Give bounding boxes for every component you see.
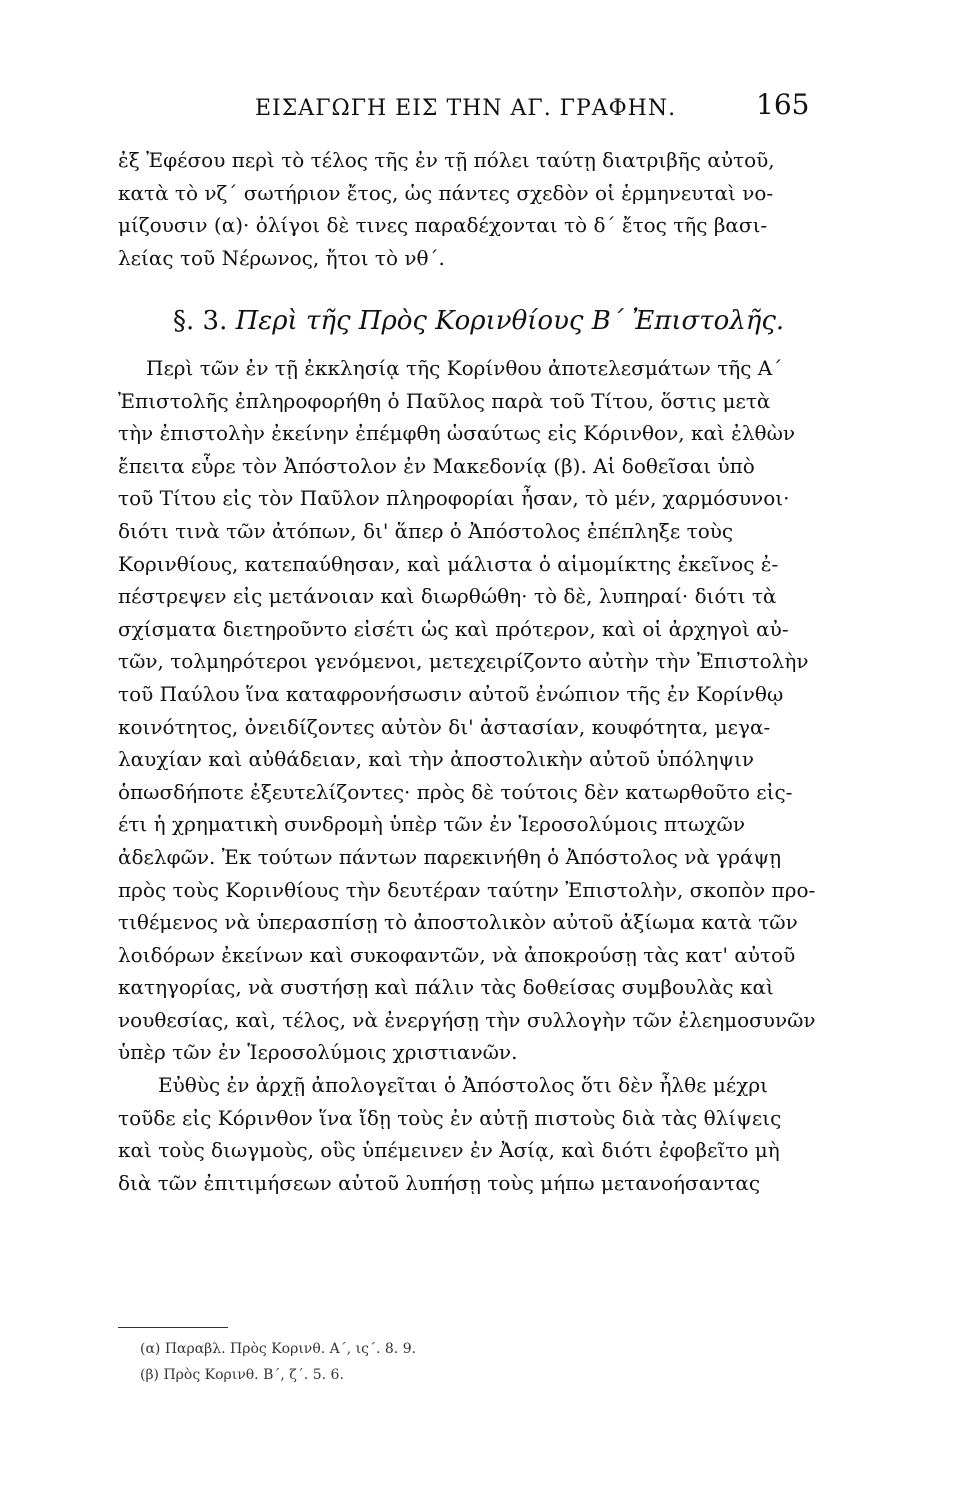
- text-line: τὴν ἐπιστολὴν ἐκείνην ἐπέμφθη ὡσαύτως εἰς Κόρινθον, καὶ ἐλθὼν: [118, 421, 796, 446]
- section-heading: [173, 306, 784, 336]
- text-line: τοῦδε εἰς Κόρινθον ἵνα ἴδῃ τοὺς ἐν αὐτῇ πιστοὺς διὰ τὰς θλίψεις: [118, 1105, 782, 1130]
- text-line: τοῦ Τίτου εἰς τὸν Παῦλον πληροφορίαι ἦσαν, τὸ μέν, χαρμόσυνοι·: [118, 486, 790, 511]
- intro-paragraph: [118, 144, 818, 274]
- text-line: πέστρεψεν εἰς μετάνοιαν καὶ διωρθώθη· τὸ δὲ, λυπηραί· διότι τὰ: [118, 584, 777, 609]
- text-line: μίζουσιν (α)· ὀλίγοι δὲ τινες παραδέχονται τὸ δ´ ἔτος τῆς βασι-: [118, 213, 768, 238]
- text-line: ἔπειτα εὗρε τὸν Ἀπόστολον ἐν Μακεδονίᾳ (β). Αἱ δοθεῖσαι ὑπὸ: [118, 453, 755, 478]
- text-line: νουθεσίας, καὶ, τέλος, νὰ ἐνεργήσῃ τὴν συλλογὴν τῶν ἐλεημοσυνῶν: [118, 1007, 816, 1032]
- text-line: ὁπωσδήποτε ἐξευτελίζοντες· πρὸς δὲ τούτοις δὲν κατωρθοῦτο εἰς-: [118, 779, 793, 804]
- text-line: πρὸς τοὺς Κορινθίους τὴν δευτέραν ταύτην Ἐπιστολὴν, σκοπὸν προ-: [118, 877, 816, 902]
- text-line: λείας τοῦ Νέρωνος, ἤτοι τὸ νθ´.: [118, 245, 445, 270]
- section-symbol: §. 3.: [173, 306, 228, 336]
- text-line: λαυχίαν καὶ αὐθάδειαν, καὶ τὴν ἀποστολικὴν αὐτοῦ ὑπόληψιν: [118, 747, 755, 772]
- text-line: τῶν, τολμηρότεροι γενόμενοι, μετεχειρίζοντο αὐτὴν τὴν Ἐπιστολὴν: [118, 649, 809, 674]
- text-line: τοῦ Παύλου ἵνα καταφρονήσωσιν αὐτοῦ ἐνώπιον τῆς ἐν Κορίνθῳ: [118, 681, 784, 706]
- text-line: Περὶ τῶν ἐν τῇ ἐκκλησίᾳ τῆς Κορίνθου ἀποτελεσμάτων τῆς Α´: [146, 356, 783, 380]
- text-line: έτι ἡ χρηματικὴ συνδρομὴ ὑπὲρ τῶν ἐν Ἱεροσολύμοις πτωχῶν: [118, 812, 745, 837]
- running-title: ΕΙΣΑΓΩΓΗ ΕΙΣ ΤΗΝ ΑΓ. ΓΡΑΦΗΝ.: [255, 96, 677, 121]
- section-title: Περὶ τῆς Πρὸς Κορινθίους Β´ Ἐπιστολῆς.: [235, 306, 785, 336]
- footnotes: [140, 1336, 416, 1388]
- text-line: τιθέμενος νὰ ὑπερασπίσῃ τὸ ἀποστολικὸν αὐτοῦ ἀξίωμα κατὰ τῶν: [118, 910, 798, 935]
- text-line: Ἐπιστολῆς ἐπληροφορήθη ὁ Παῦλος παρὰ τοῦ Τίτου, ὅστις μετὰ: [118, 388, 771, 413]
- text-line: Εὐθὺς ἐν ἀρχῇ ἀπολογεῖται ὁ Ἀπόστολος ὅτι δὲν ἦλθε μέχρι: [158, 1073, 768, 1098]
- text-line: λοιδόρων ἐκείνων καὶ συκοφαντῶν, νὰ ἀποκρούσῃ τὰς κατ' αὐτοῦ: [118, 942, 796, 967]
- text-line: ὑπὲρ τῶν ἐν Ἱεροσολύμοις χριστιανῶν.: [118, 1040, 518, 1065]
- text-line: κοινότητος, ὀνειδίζοντες αὐτὸν δι' ἀστασίαν, κουφότητα, μεγα-: [118, 714, 771, 739]
- page-number: 165: [756, 88, 810, 121]
- text-line: ἀδελφῶν. Ἐκ τούτων πάντων παρεκινήθη ὁ Ἀπόστολος νὰ γράψῃ: [118, 844, 782, 869]
- text-line: Κορινθίους, κατεπαύθησαν, καὶ μάλιστα ὁ αἱμομίκτης ἐκεῖνος ἐ-: [118, 551, 779, 576]
- main-paragraph: [118, 352, 818, 1199]
- text-line: καὶ τοὺς διωγμοὺς, οὓς ὑπέμεινεν ἐν Ἀσίᾳ, καὶ διότι ἐφοβεῖτο μὴ: [118, 1138, 780, 1163]
- text-line: διότι τινὰ τῶν ἀτόπων, δι' ἅπερ ὁ Ἀπόστολος ἐπέπληξε τοὺς: [118, 518, 734, 543]
- footnote-divider: [118, 1327, 228, 1328]
- text-line: διὰ τῶν ἐπιτιμήσεων αὐτοῦ λυπήσῃ τοὺς μήπω μετανοήσαντας: [118, 1170, 761, 1195]
- footnote: (α) Παραβλ. Πρὸς Κορινθ. Α´, ις´. 8. 9.: [140, 1341, 417, 1357]
- text-line: κατηγορίας, νὰ συστήσῃ καὶ πάλιν τὰς δοθείσας συμβουλὰς καὶ: [118, 975, 774, 1000]
- text-line: σχίσματα διετηροῦντο εἰσέτι ὡς καὶ πρότερον, καὶ οἱ ἀρχηγοὶ αὐ-: [118, 616, 789, 641]
- text-line: ἐξ Ἐφέσου περὶ τὸ τέλος τῆς ἐν τῇ πόλει ταύτῃ διατριβῆς αὐτοῦ,: [118, 148, 775, 172]
- footnote: (β) Πρὸς Κορινθ. Β´, ζ´. 5. 6.: [140, 1367, 344, 1383]
- text-line: κατὰ τὸ νζ´ σωτήριον ἔτος, ὡς πάντες σχεδὸν οἱ ἑρμηνευταὶ νο-: [118, 180, 774, 205]
